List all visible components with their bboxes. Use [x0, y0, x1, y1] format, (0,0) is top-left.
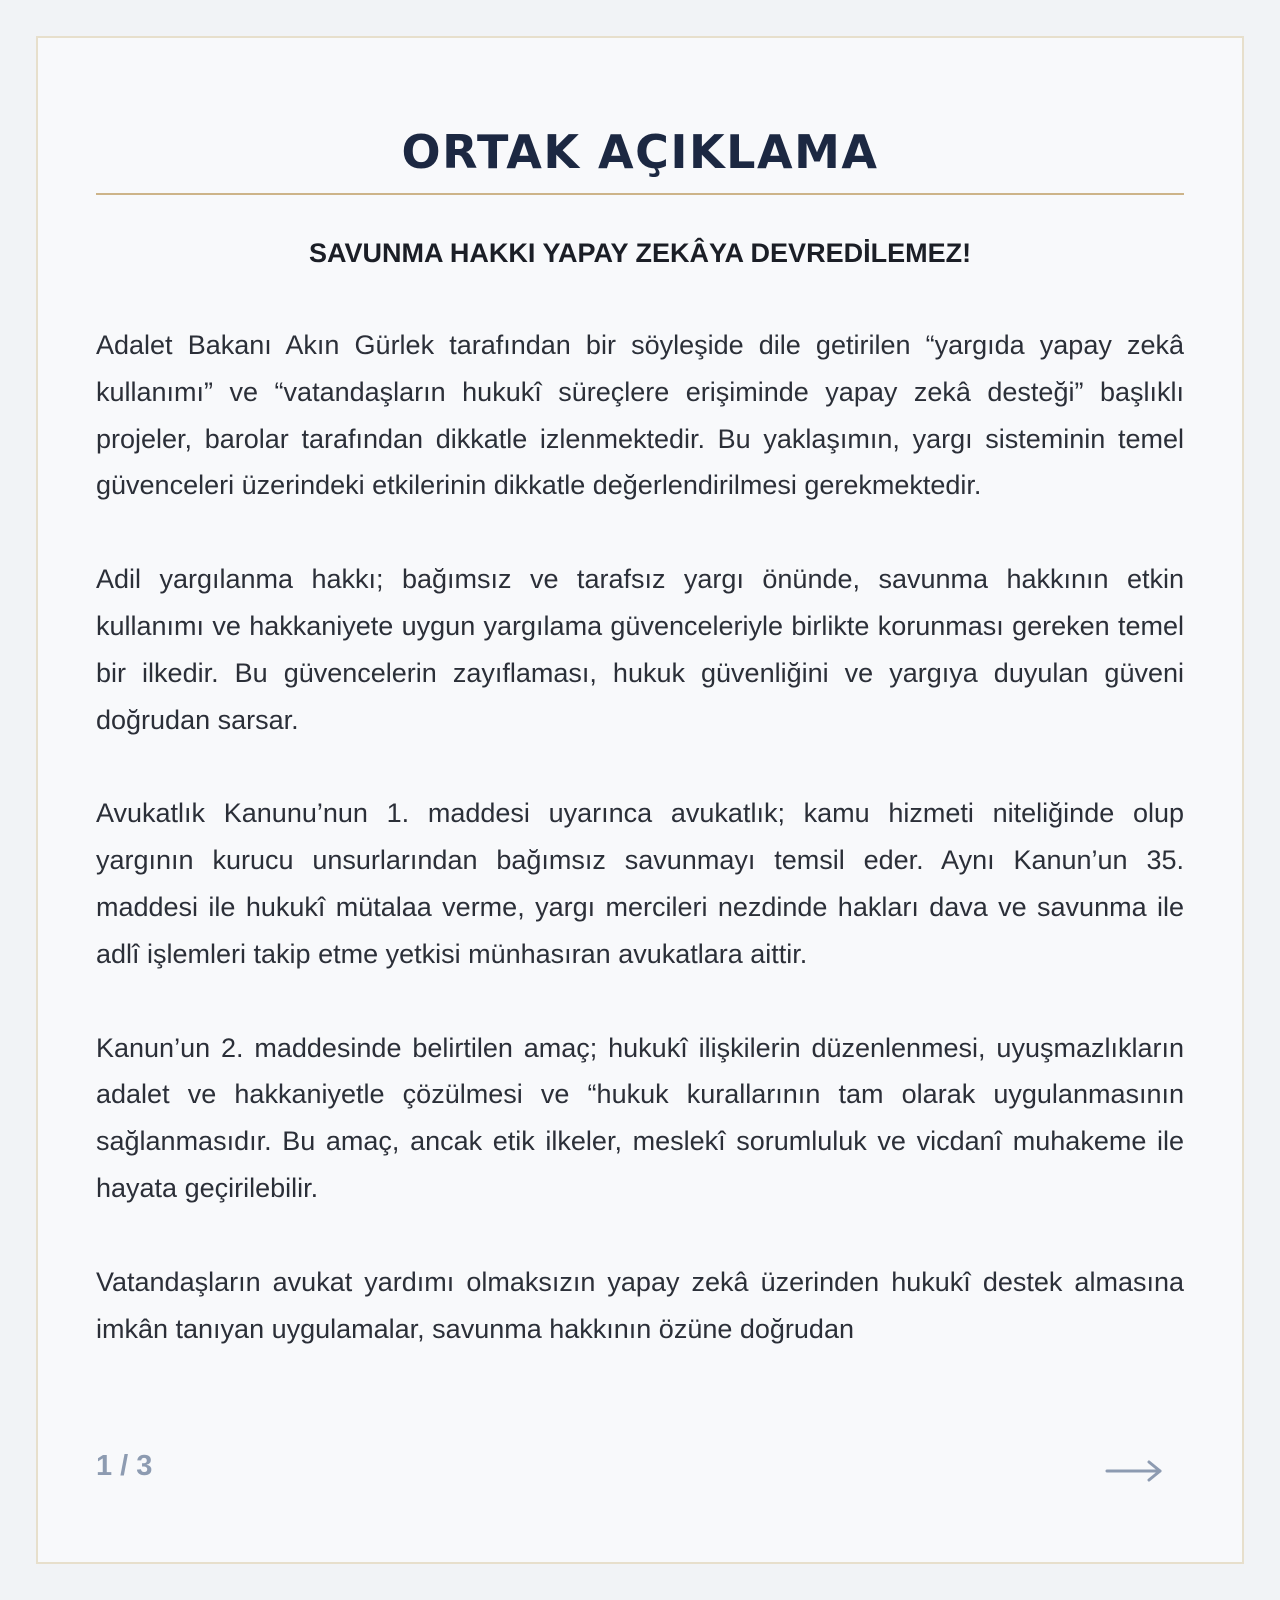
page-title: ORTAK AÇIKLAMA: [401, 125, 879, 179]
paragraph: Adil yargılanma hakkı; bağımsız ve tarafsız yargı önünde, savunma hakkının etkin kullanımı ve hakkaniyete uygun yargılama güvenceleriyle birlikte korunması gereken temel bir ilkedir. Bu güvencelerin zayıflaması, hukuk güvenliğini ve yargıya duyulan güveni doğrudan sarsar.: [96, 564, 1184, 735]
paragraph: Vatandaşların avukat yardımı olmaksızın yapay zekâ üzerinden hukukî destek almasına imkân tanıyan uygulamalar, savunma hakkının özüne doğrudan: [96, 1266, 1184, 1344]
document-card: [36, 36, 1244, 1564]
subtitle: SAVUNMA HAKKI YAPAY ZEKÂYA DEVREDİLEMEZ!: [308, 238, 972, 268]
paragraph: Avukatlık Kanunu’nun 1. maddesi uyarınca avukatlık; kamu hizmeti niteliğinde olup yargının kurucu unsurlarından bağımsız savunmayı temsil eder. Aynı Kanun’un 35. maddesi ile hukukî mütalaa verme, yargı mercileri nezdinde hakları dava ve savunma ile adlî işlemleri takip etme yetkisi münhasıran avukatlara aittir.: [96, 798, 1184, 969]
paragraph: Kanun’un 2. maddesinde belirtilen amaç; hukukî ilişkilerin düzenlenmesi, uyuşmazlıkların adalet ve hakkaniyetle çözülmesi ve “hukuk kurallarının tam olarak uygulanmasının sağlanmasıdır. Bu amaç, ancak etik ilkeler, meslekî sorumluluk ve vicdanî muhakeme ile hayata geçirilebilir.: [96, 1032, 1184, 1203]
title-divider: [96, 193, 1184, 195]
next-page-button[interactable]: [1105, 1458, 1165, 1484]
page-indicator: 1 / 3: [96, 1450, 153, 1482]
arrow-right-icon: [1105, 1458, 1165, 1484]
paragraph: Adalet Bakanı Akın Gürlek tarafından bir söyleşide dile getirilen “yargıda yapay zekâ kullanımı” ve “vatandaşların hukukî süreçlere erişiminde yapay zekâ desteği” başlıklı projeler, barolar tarafından dikkatle izlenmektedir. Bu yaklaşımın, yargı sisteminin temel güvenceleri üzerindeki etkilerinin dikkatle değerlendirilmesi gerekmektedir.: [96, 330, 1184, 501]
document-body: [96, 322, 1184, 1399]
